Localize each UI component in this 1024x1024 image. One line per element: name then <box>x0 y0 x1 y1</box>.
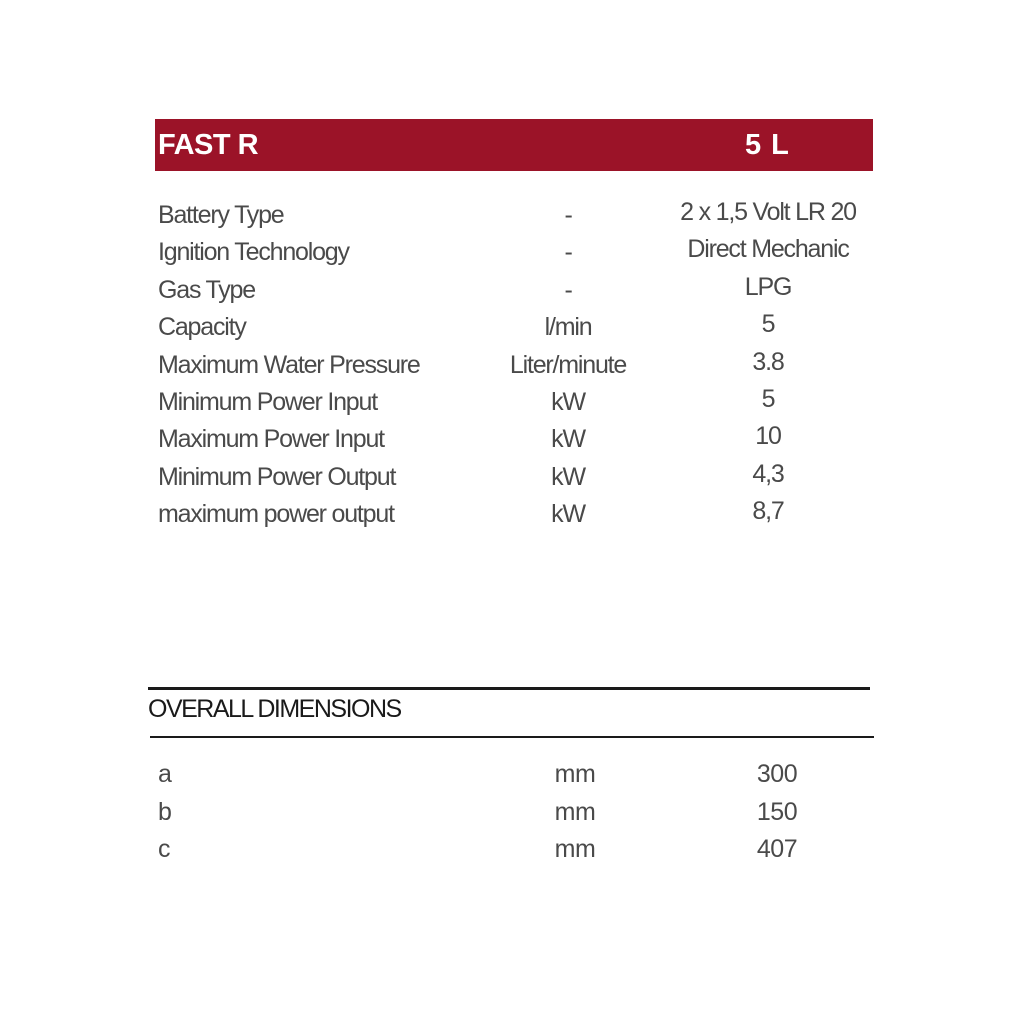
spec-row-max-power-input <box>158 421 873 458</box>
spec-label: Battery Type <box>158 201 284 229</box>
spec-value: 10 <box>755 422 781 451</box>
dimension-value: 150 <box>756 797 798 826</box>
spec-row-max-water-pressure <box>158 347 873 384</box>
spec-label: Minimum Power Output <box>158 462 396 491</box>
spec-row-gas-type <box>158 272 873 309</box>
dimensions-table <box>158 756 873 869</box>
spec-label: Gas Type <box>158 275 255 304</box>
spec-row-max-power-output <box>158 496 873 533</box>
spec-label: Ignition Technology <box>158 238 349 267</box>
dimension-label: b <box>158 797 172 826</box>
dimension-unit: mm <box>554 760 596 788</box>
spec-row-ignition-technology <box>158 234 873 271</box>
spec-value: 5 <box>761 384 775 413</box>
spec-value: 2 x 1,5 Volt LR 20 <box>680 198 856 226</box>
spec-value: 5 <box>761 310 775 339</box>
dimensions-top-rule <box>148 687 870 690</box>
spec-unit: kW <box>551 425 585 454</box>
spec-row-battery-type <box>158 197 873 234</box>
spec-label: Capacity <box>158 313 246 342</box>
spec-row-capacity <box>158 309 873 346</box>
dimension-unit: mm <box>554 835 596 863</box>
product-capacity: 5 L <box>745 129 790 161</box>
spec-label: Maximum Power Input <box>158 425 384 454</box>
spec-label: Minimum Power Input <box>158 387 377 416</box>
spec-unit: l/min <box>544 313 592 342</box>
header-band <box>155 119 873 171</box>
dimensions-title: OVERALL DIMENSIONS <box>148 695 401 723</box>
spec-value: LPG <box>744 272 792 301</box>
dimension-row-b <box>158 794 873 832</box>
spec-unit: kW <box>551 462 585 491</box>
dimension-value: 300 <box>756 760 798 788</box>
spec-table <box>158 197 873 534</box>
spec-value: Direct Mechanic <box>687 235 849 264</box>
spec-unit: kW <box>551 387 585 416</box>
spec-value: 3.8 <box>752 347 784 376</box>
dimensions-bottom-rule <box>150 736 874 738</box>
spec-unit: kW <box>551 500 585 529</box>
dimension-value: 407 <box>756 835 798 863</box>
spec-value: 4,3 <box>752 459 784 488</box>
dimension-unit: mm <box>554 797 596 826</box>
product-title: FAST R <box>158 129 259 161</box>
spec-label: Maximum Water Pressure <box>158 350 420 379</box>
spec-row-min-power-output <box>158 459 873 496</box>
spec-unit: Liter/minute <box>509 350 627 379</box>
dimension-label: a <box>158 760 172 788</box>
spec-label: maximum power output <box>158 500 394 529</box>
spec-row-min-power-input <box>158 384 873 421</box>
spec-unit: - <box>564 275 572 304</box>
dimension-row-c <box>158 831 873 869</box>
dimension-label: c <box>158 835 170 863</box>
spec-value: 8,7 <box>752 497 784 526</box>
spec-unit: - <box>564 238 572 267</box>
dimension-row-a <box>158 756 873 794</box>
spec-unit: - <box>564 201 572 229</box>
